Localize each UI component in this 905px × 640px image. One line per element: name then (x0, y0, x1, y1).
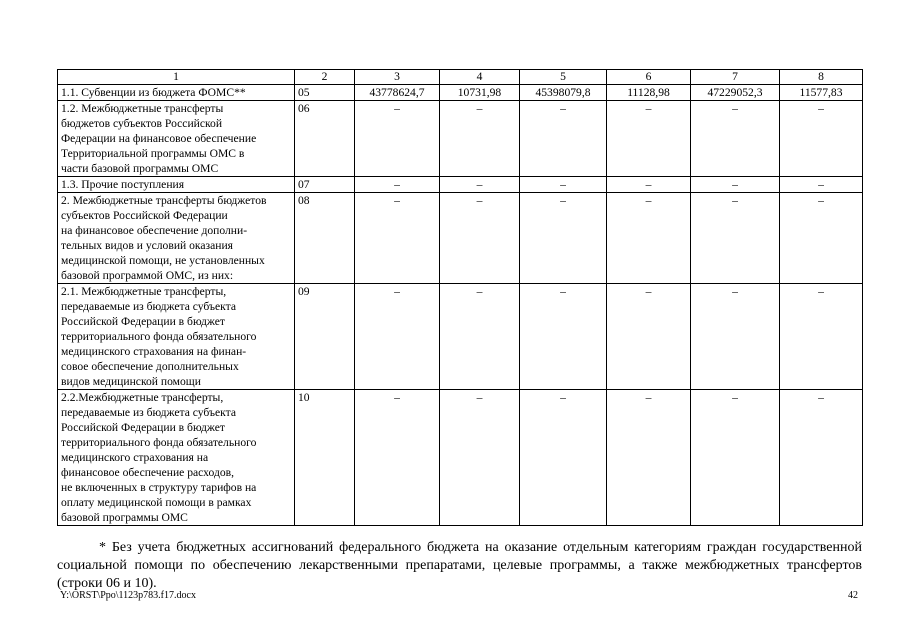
table-row (58, 193, 863, 284)
row-value: – (691, 390, 780, 526)
row-name: 1.2. Межбюджетные трансферты бюджетов субъектов Российской Федерации на финансовое обеспечение Территориальной программы ОМС в части базовой программы ОМС (58, 101, 295, 177)
page-footer (60, 590, 858, 602)
row-value: – (520, 284, 607, 390)
header-cell: 8 (780, 70, 863, 85)
row-value: – (607, 284, 691, 390)
row-value: – (520, 193, 607, 284)
row-value: – (780, 101, 863, 177)
row-name: 1.1. Субвенции из бюджета ФОМС** (58, 85, 295, 101)
row-value: – (520, 101, 607, 177)
row-name: 1.3. Прочие поступления (58, 177, 295, 193)
row-value: – (780, 390, 863, 526)
row-value: – (355, 390, 440, 526)
header-cell: 3 (355, 70, 440, 85)
row-value: – (440, 193, 520, 284)
row-code: 10 (295, 390, 355, 526)
header-cell: 6 (607, 70, 691, 85)
row-value: 45398079,8 (520, 85, 607, 101)
row-code: 06 (295, 101, 355, 177)
row-value: – (780, 177, 863, 193)
row-value: – (355, 284, 440, 390)
table-row (58, 284, 863, 390)
row-code: 05 (295, 85, 355, 101)
footnote: * Без учета бюджетных ассигнований федерального бюджета на оказание отдельным категориям граждан государственной социальной помощи по обеспечению лекарственными препаратами, целевые программы, а также межбюджетных трансфертов (строки 06 и 10). (57, 540, 862, 591)
row-value: – (691, 193, 780, 284)
row-value: – (607, 101, 691, 177)
row-value: – (355, 177, 440, 193)
table-row (58, 85, 863, 101)
row-name: 2.2.Межбюджетные трансферты, передаваемые из бюджета субъекта Российской Федерации в бюджет территориального фонда обязательного медицинского страхования на финансовое обеспечение расходов, не включенных в структуру тарифов на оплату медицинской помощи в рамках базовой программы ОМС (58, 390, 295, 526)
table-row (58, 101, 863, 177)
row-value: – (607, 177, 691, 193)
row-value: 47229052,3 (691, 85, 780, 101)
header-cell: 4 (440, 70, 520, 85)
row-value: – (520, 177, 607, 193)
row-value: – (355, 193, 440, 284)
row-code: 08 (295, 193, 355, 284)
row-value: 11128,98 (607, 85, 691, 101)
budget-table (57, 69, 863, 526)
row-code: 09 (295, 284, 355, 390)
row-value: – (440, 284, 520, 390)
row-value: – (691, 101, 780, 177)
row-value: 10731,98 (440, 85, 520, 101)
row-value: – (607, 193, 691, 284)
row-value: – (355, 101, 440, 177)
header-row (58, 70, 863, 85)
file-path: Y:\ORST\Ppo\1123p783.f17.docx (60, 590, 196, 601)
row-value: – (607, 390, 691, 526)
table-row (58, 390, 863, 526)
row-value: 43778624,7 (355, 85, 440, 101)
row-value: 11577,83 (780, 85, 863, 101)
header-cell: 2 (295, 70, 355, 85)
row-value: – (691, 177, 780, 193)
row-value: – (780, 193, 863, 284)
row-code: 07 (295, 177, 355, 193)
row-name: 2.1. Межбюджетные трансферты, передаваемые из бюджета субъекта Российской Федерации в бюджет территориального фонда обязательного медицинского страхования на финан- совое обеспечение дополнительных видов медицинской помощи (58, 284, 295, 390)
header-cell: 5 (520, 70, 607, 85)
row-value: – (780, 284, 863, 390)
row-value: – (440, 177, 520, 193)
row-value: – (691, 284, 780, 390)
header-cell: 1 (58, 70, 295, 85)
page-number: 42 (848, 590, 858, 601)
header-cell: 7 (691, 70, 780, 85)
table-row (58, 177, 863, 193)
row-value: – (440, 390, 520, 526)
row-value: – (440, 101, 520, 177)
row-name: 2. Межбюджетные трансферты бюджетов субъектов Российской Федерации на финансовое обеспечение дополни- тельных видов и условий оказания медицинской помощи, не установленных базовой программой ОМС, из них: (58, 193, 295, 284)
row-value: – (520, 390, 607, 526)
